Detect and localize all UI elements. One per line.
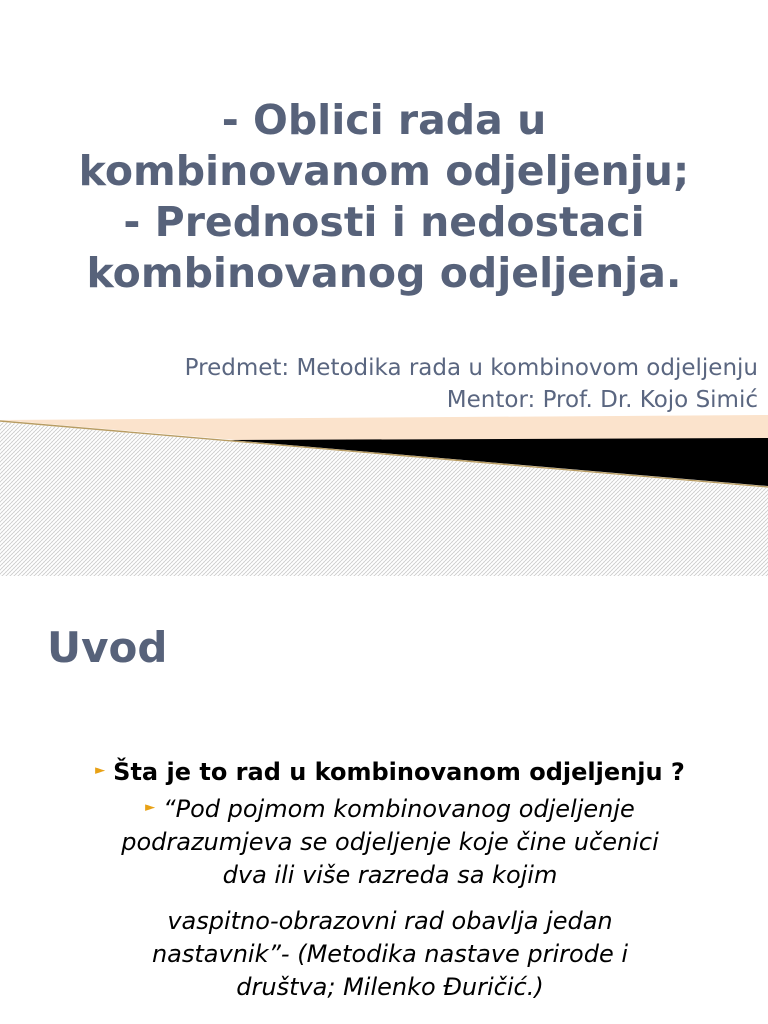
intro-slide bbox=[0, 586, 768, 1024]
bullet-arrow-icon: ► bbox=[145, 800, 156, 815]
decorative-band bbox=[0, 410, 768, 576]
title-line: kombinovanog odjeljenja. bbox=[86, 249, 682, 297]
mentor-line: Mentor: Prof. Dr. Kojo Simić bbox=[446, 387, 758, 413]
bullet-quote bbox=[40, 791, 740, 1004]
slide-title bbox=[30, 95, 738, 299]
title-line: - Oblici rada u bbox=[221, 96, 547, 144]
bullet-question bbox=[40, 754, 740, 789]
bullet-arrow-icon: ► bbox=[95, 763, 106, 778]
quote-line bbox=[40, 791, 740, 826]
quote-line: dva ili više razreda sa kojim bbox=[222, 861, 558, 889]
slide-subtitle bbox=[185, 352, 758, 416]
subject-line: Predmet: Metodika rada u kombinovom odjeljenju bbox=[184, 355, 758, 381]
title-line: - Prednosti i nedostaci bbox=[123, 198, 645, 246]
quote-line: vaspitno-obrazovni rad obavlja jedan bbox=[167, 907, 613, 935]
bullet-text: Šta je to rad u kombinovanom odjeljenju ? bbox=[113, 758, 685, 786]
bullet-list bbox=[40, 754, 740, 1004]
title-line: kombinovanom odjeljenju; bbox=[78, 147, 690, 195]
section-title: Uvod bbox=[47, 623, 168, 672]
quote-line: društva; Milenko Đuričić.) bbox=[236, 973, 544, 1001]
quote-line: nastavnik”- (Metodika nastave prirode i bbox=[151, 940, 629, 968]
quote-line: podrazumjeva se odjeljenje koje čine učenici bbox=[121, 828, 659, 856]
quote-line-text: “Pod pojmom kombinovanog odjeljenje bbox=[163, 795, 635, 823]
